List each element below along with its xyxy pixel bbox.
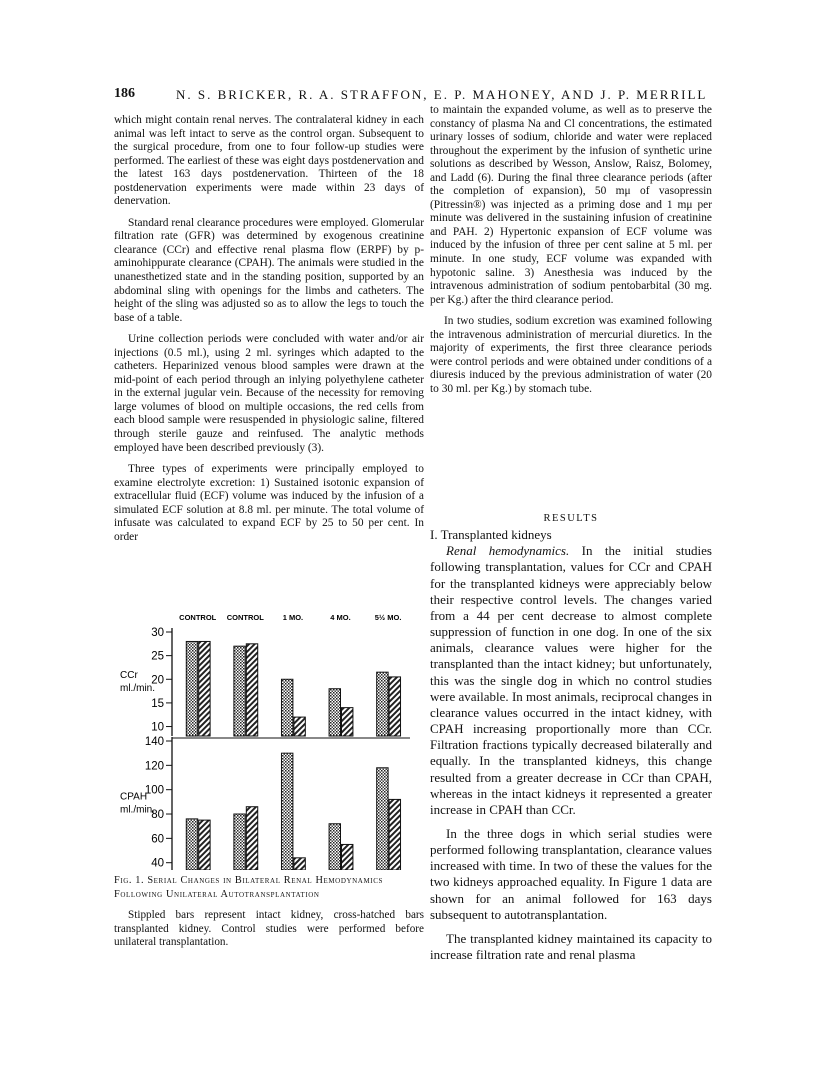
bar-intact-kidney (281, 679, 292, 736)
y-tick-label: 40 (151, 857, 164, 870)
y-tick-label: 10 (151, 721, 164, 734)
bar-intact-kidney (281, 753, 292, 870)
results-section (430, 511, 712, 963)
y-axis-label-symbol: CPAH (120, 791, 148, 803)
y-tick-label: 80 (151, 809, 164, 822)
right-column (430, 104, 712, 396)
paragraph: which might contain renal nerves. The contralateral kidney in each animal was left intact to serve as the control organ. Subsequent to the surgical procedure, from one to four follow-up studies were performed. The earliest of these was eight days postdenervation and the latest 163 days postdenervation. Thirteen of the 18 postdenervation experiments were made within 23 days of denervation. (114, 114, 424, 208)
caption-title: Fig. 1. Serial Changes in Bilateral Renal Hemodynamics Following Unilateral Autotransplantation (114, 875, 383, 900)
bar-chart (114, 608, 414, 870)
y-axis-label-unit: ml./min. (120, 804, 155, 816)
y-tick-label: 30 (151, 627, 164, 639)
bar-transplanted-kidney (342, 708, 353, 736)
bar-transplanted-kidney (389, 677, 400, 736)
y-tick-label: 20 (151, 674, 164, 687)
category-label: CONTROL (226, 613, 264, 622)
bar-transplanted-kidney (199, 641, 210, 736)
left-column (114, 114, 424, 544)
y-axis-label-symbol: CCr (120, 670, 138, 681)
paragraph: In two studies, sodium excretion was examined following the intravenous administration of mercurial diuretics. In the majority of experiments, the first three clearance periods were control periods and were obtained under conditions of a diuresis induced by the previous administration of water (20 to 30 ml. per Kg.) by stomach tube. (430, 315, 712, 395)
bar-intact-kidney (329, 824, 340, 870)
bar-intact-kidney (234, 646, 245, 736)
bar-intact-kidney (377, 768, 388, 870)
paragraph: Three types of experiments were principally employed to examine electrolyte excretion: 1) Sustained isotonic expansion of extracellular fluid (ECF) volume was induced by the infusion of a simulated ECF solution at 8.8 ml. per minute. The total volume of infusate was calculated to expand ECF by 25 to 50 per cent. In order (114, 463, 424, 543)
category-label: CONTROL (179, 613, 217, 622)
category-label: 4 MO. (330, 613, 351, 622)
paragraph (430, 543, 712, 818)
bar-intact-kidney (186, 641, 197, 736)
figure-caption (114, 874, 424, 950)
bar-transplanted-kidney (342, 844, 353, 870)
y-tick-label: 25 (151, 650, 164, 663)
y-tick-label: 120 (144, 760, 164, 773)
category-label: 1 MO. (282, 613, 304, 622)
bar-intact-kidney (186, 819, 197, 870)
category-label: 5½ MO. (374, 613, 402, 622)
page-number: 186 (114, 86, 135, 101)
bar-transplanted-kidney (199, 820, 210, 870)
y-tick-label: 15 (151, 697, 164, 710)
caption-body: Stippled bars represent intact kidney, cross-hatched bars transplanted kidney. Control studies were performed before unilateral transplantation. (114, 909, 424, 949)
results-heading: RESULTS (543, 513, 599, 524)
paragraph: In the three dogs in which serial studies were performed following transplantation, clearance values increased with time. In two of these the values for the two kidneys approached equality. In Figure 1 data are shown for an animal followed for 163 days subsequent to autotransplantation. (430, 825, 712, 922)
y-tick-label: 60 (151, 833, 164, 846)
y-tick-label: 100 (144, 784, 164, 797)
y-axis-label (120, 670, 155, 694)
bar-transplanted-kidney (294, 717, 305, 736)
page-header (114, 86, 714, 106)
bar-intact-kidney (234, 814, 245, 870)
bar-intact-kidney (329, 689, 340, 736)
section-heading: I. Transplanted kidneys (430, 527, 552, 543)
bar-transplanted-kidney (246, 807, 257, 870)
run-in-heading: Renal hemodynamics. (446, 543, 570, 559)
paragraph: The transplanted kidney maintained its capacity to increase filtration rate and renal plasma (430, 930, 712, 963)
paragraph-text: In the initial studies following transplantation, values for CCr and CPAH for the transplanted kidneys were appreciably below their respective control levels. The changes varied from a 44 per cent decrease to almost complete suppression of function in one dog. In one of the six animals, clearance values were higher for the transplanted than the intact kidney; but unfortunately, this was the single dog in which no control studies were available. In most animals, reciprocal changes in clearance values occurred in the intact kidney, with CPAH increasing proportionally more than CCr. Filtration fractions typically decreased bilaterally and equally. In the transplanted kidneys, this change resulted from a greater decrease in CCr than CPAH, whereas in the intact kidneys it represented a greater increase in CPAH than CCr. (430, 543, 712, 817)
running-head-authors: N. S. BRICKER, R. A. STRAFFON, E. P. MAHONEY, AND J. P. MERRILL (176, 87, 708, 102)
bar-transplanted-kidney (294, 858, 305, 870)
bar-intact-kidney (377, 672, 388, 736)
paragraph: to maintain the expanded volume, as well as to preserve the constancy of plasma Na and Cl concentrations, the estimated urinary losses of sodium, chloride and water were replaced throughout the experiment by the infusion of synthetic urine solutions as described by Wesson, Anslow, Raisz, Bolomey, and Ladd (6). During the final three clearance periods (after the completion of expansion), 50 mμ of vasopressin (Pitressin®) was injected as a priming dose and 1 mμ per minute was delivered in the sustaining infusion of creatinine and PAH. 2) Hypertonic expansion of ECF volume was induced by the infusion of three per cent saline at 5 ml. per minute. In one study, ECF volume was expanded with hypotonic saline. 3) Anesthesia was induced by the intravenous administration of sodium pentobarbital (30 mg. per Kg.) after the third clearance period. (430, 104, 712, 306)
bar-transplanted-kidney (389, 799, 400, 870)
paragraph: Urine collection periods were concluded with water and/or air injections (0.5 ml.), using 2 ml. syringes which adapted to the catheters. Heparinized venous blood samples were drawn at the mid-point of each period through an inlying polyethylene catheter in the external jugular vein. Because of the necessity for removing large volumes of blood on multiple occasions, the red cells from each blood sample were resuspended in physiologic saline, filtered through sterile gauze and reinfused. The analytic methods employed have been described previously (3). (114, 333, 424, 454)
paragraph: Standard renal clearance procedures were employed. Glomerular filtration rate (GFR) was determined by exogenous creatinine clearance (CCr) and effective renal plasma flow (ERPF) by p-aminohippurate clearance (CPAH). The animals were studied in the unanesthetized state and in the standing position, supported by an abdominal sling with openings for the limbs and catheters. The height of the sling was adjusted so as to allow the legs to touch the base of a table. (114, 216, 424, 324)
bar-transplanted-kidney (246, 644, 257, 736)
y-axis-label-unit: ml./min. (120, 683, 155, 694)
y-tick-label: 140 (144, 736, 164, 748)
figure-1 (114, 608, 414, 870)
